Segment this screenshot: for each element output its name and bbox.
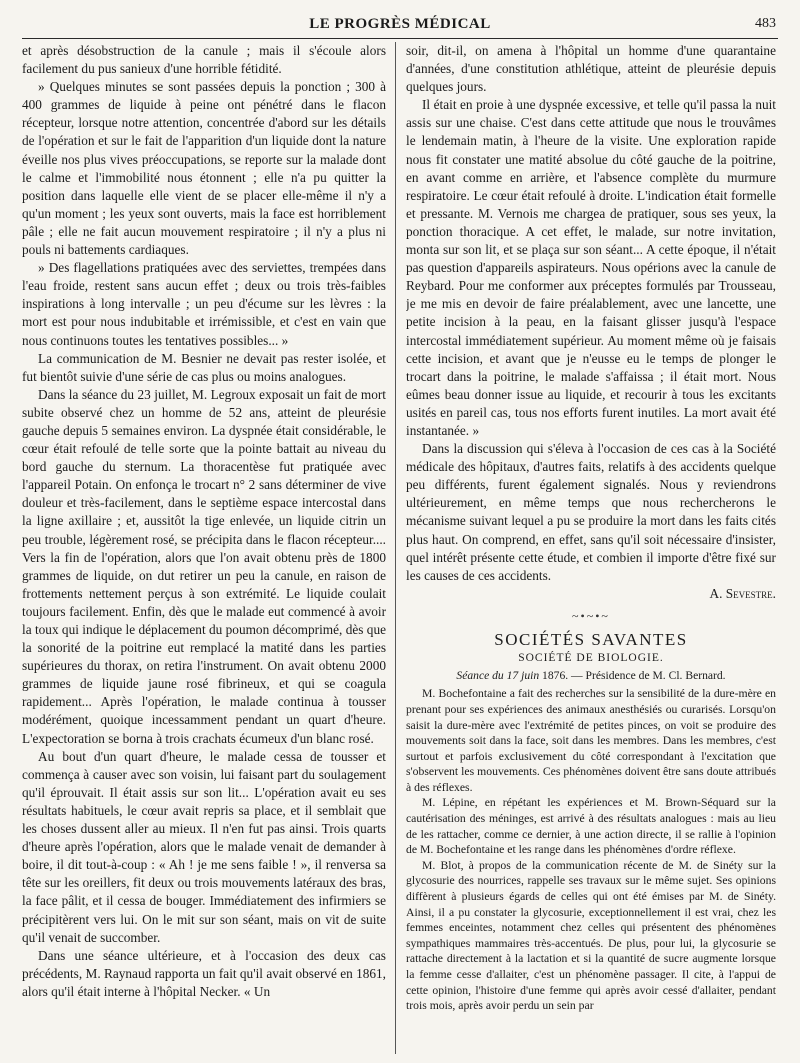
paragraph: M. Blot, à propos de la communication récente de M. de Sinéty sur la glycosurie des nourrices, rappelle ses travaux sur le même sujet. Ses opinions diffèrent à plusieurs égards de celles qui ont été émises par M. de Sinéty. Ainsi, il a pu constater la glycosurie, exceptionnellement il est vrai, chez les femmes enceintes, notamment chez celles qui présentent des phénomènes sympathiques mammaires très-accentués. De plus, pour lui, la glycosurie se rattache directement à la lactation et si la quantité de sucre augmente lorsque la femme cesse d'allaiter, c'est un phénomène passager. Il cite, à l'appui de cette opinion, l'histoire d'une femme qui après avoir cessé d'allaiter, pendant trois mois, après avoir perdu un sein par [406,858,776,1013]
paragraph: M. Lépine, en répétant les expériences et M. Brown-Séquard sur la cautérisation des méninges, est arrivé à des résultats analogues : mais au lieu de les rattacher, comme ce dernier, à une action directe, il se rallie à l'opinion de M. Bochefontaine et les range dans les phénomènes d'ordre réflexe. [406,796,776,857]
page-number: 483 [755,16,776,31]
paragraph: Au bout d'un quart d'heure, le malade cessa de tousser et commença à causer avec son voisin, lui faisant part du soulagement qu'il éprouvait. Il était assis sur son lit... L'opération avait eu ses résultats habituels, le cœur avait repris sa place, et il semblait que les choses dussent aller au mieux. Il n'en fut pas ainsi. Trois quarts d'heure après l'opération, alors que le malade venait de demander à boire, il dit tout-à-coup : « Ah ! je me sens faible ! », il renversa sa tête sur les oreillers, fit deux ou trois mouvements latéraux des bras, la face pâlit, et il cessa de bouger. Immédiatement des infirmiers se précipitèrent vers lui. On le mit sur son séant, mais on vit de suite qu'il venait de succomber. [22,748,386,945]
author-signature: A. Sevestre. [709,585,776,601]
session-line [406,668,776,683]
society-subtitle: SOCIÉTÉ DE BIOLOGIE. [518,651,664,664]
page-header [22,14,778,40]
right-column [406,42,776,1054]
paragraph: M. Bochefontaine a fait des recherches sur la sensibilité de la dure-mère en prenant pour ses expériences des animaux anesthésiés ou curarisés. Lorsqu'on saisit la dure-mère avec l'extrémité de petites pinces, on voit se produire des mouvements soit dans la face, soit dans les membres. Dans les membres, c'est surtout et parfois exclusivement du côté correspondant à l'excitation que s'observent les mouvements. Ces phénomènes doivent être sans doute attribués à des réflexes. [406,687,776,794]
session-presidency: 1876. — Présidence de M. Cl. Bernard. [539,668,726,682]
paragraph: et après désobstruction de la canule ; mais il s'écoule alors facilement du pus sanieux d'une horrible fétidité. [22,43,386,77]
signature-line [406,585,776,603]
section-title: SOCIÉTÉS SAVANTES [494,629,688,649]
paragraph: » Quelques minutes se sont passées depuis la ponction ; 300 à 400 grammes de liquide à peine ont pénétré dans le flacon récepteur, lorsque notre attention, concentrée d'abord sur les détails de l'opération et sur le fait de l'apparition d'un liquide dont la nature éveille nos plus vives préoccupations, se reporte sur la malade dont le calme et l'immobilité nous étonnent ; elle n'a pu quitter la position dans laquelle elle vient de se placer elle-même il n'y a qu'un moment ; les yeux sont ouverts, mais la face est horriblement pâle ; elle ne fait aucun mouvement respiratoire ; il n'y a plus ni pouls ni battements cardiaques. [22,79,386,258]
paragraph: Il était en proie à une dyspnée excessive, et telle qu'il passa la nuit assis sur une chaise. C'est dans cette attitude que nous le trouvâmes le lendemain matin, à l'heure de la visite. Une exploration rapide nous fit constater une matité absolue du côté gauche de la poitrine, en avant comme en arrière, et l'absence complète du murmure respiratoire. Le cœur était refoulé à droite. L'indication était formelle et pressante. M. Vernois me chargea de pratiquer, sous ses yeux, la ponction thoracique. A cet effet, le malade, sur notre invitation, monta sur son lit, et se plaça sur son séant... A cette époque, il n'était pas question d'appareils aspirateurs. Nous opérions avec la canule de Reybard. Pour me conformer aux préceptes formulés par Trousseau, je me mis en devoir de faire préalablement, avec une lancette, une petite incision à la peau, en la faisant glisser jusqu'à l'espace intercostal immédiatement supérieur. Au moment même où je faisais cette incision, et avant que je n'eusse eu le temps de plonger le trocart dans la poitrine, le malade s'affaissa ; il était mort. Nous eûmes beau donner issue au liquide, et recourir à tous les excitants usités en pareil cas, tous nos efforts furent inutiles. La mort avait été instantanée. » [406,97,776,438]
society-report [406,686,776,1013]
paragraph: Dans une séance ultérieure, et à l'occasion des deux cas précédents, M. Raynaud rapporta un fait qu'il avait observé en 1861, alors qu'il était interne à l'hôpital Necker. « Un [22,947,386,999]
column-divider [395,42,396,1054]
session-date: Séance du 17 juin [456,668,540,682]
journal-title: LE PROGRÈS MÉDICAL [309,16,491,32]
left-column [22,42,386,1054]
paragraph: Dans la discussion qui s'éleva à l'occasion de ces cas à la Société médicale des hôpitaux, d'autres faits, relatifs à des accidents quelque peu différents, furent également signalés. Nous y reviendrons ultérieurement, en même temps que nous rechercherons le mécanisme suivant lequel a pu se produire la mort dans les faits cités plus haut. On comprend, en effet, sans qu'il soit nécessaire d'insister, quel intérêt présente cette étude, et combien il importe d'être fixé sur les causes de ces accidents. [406,441,776,583]
paragraph: La communication de M. Besnier ne devait pas rester isolée, et fut bientôt suivie d'une série de cas plus ou moins analogues. [22,350,386,384]
header-rule [22,38,778,39]
paragraph: » Des flagellations pratiquées avec des serviettes, trempées dans l'eau froide, restent sans aucun effet ; deux ou trois très-faibles inspirations à long intervalle ; un peu d'écume sur les lèvres : la mort est pour nous indubitable et irrémissible, et c'est en vain que nous continuons toutes les tentatives possibles... » [22,260,386,348]
paragraph: soir, dit-il, on amena à l'hôpital un homme d'une quarantaine d'années, d'une constitution athlétique, atteint de pleurésie depuis quelques jours. [406,43,776,95]
paragraph: Dans la séance du 23 juillet, M. Legroux exposait un fait de mort subite observé chez un homme de 52 ans, atteint de pleurésie gauche depuis 5 semaines environ. La dyspnée était considérable, le cœur était refoulé de telle sorte que la pointe battait au niveau du bord gauche du sternum. La thoracentèse fut pratiquée avec l'appareil Potain. On enfonça le trocart n° 2 sans déterminer de vive douleur et très-facilement, dans le septième espace intercostal dans la ligne axillaire ; et, aussitôt la tige enlevée, un liquide citrin un peu trouble, légèrement rosé, se précipita dans le flacon récepteur.... Vers la fin de l'opération, alors que l'on avait obtenu près de 1800 grammes de liquide, on dut retirer un peu la canule, en raison de frottements nettement perçus à son extrémité. Le liquide coulait toujours facilement. Enfin, dès que le malade eut commencé à avoir la toux qui indique le déplacement du poumon décomprimé, dès que la sonorité de la poitrine eut remplacé la matité dans les parties supérieures du thorax, on retira l'instrument. On avait obtenu 2000 grammes de liquide jaune rosé fibrineux, et qui se coagula rapidement... Après l'opération, le malade continua à tousser modérément, quoique incessamment pendant un quart d'heure. L'expectoration se borna à trois crachats écumeux d'un blanc rosé. [22,386,386,746]
section-ornament: ~•~•~ [572,608,610,623]
